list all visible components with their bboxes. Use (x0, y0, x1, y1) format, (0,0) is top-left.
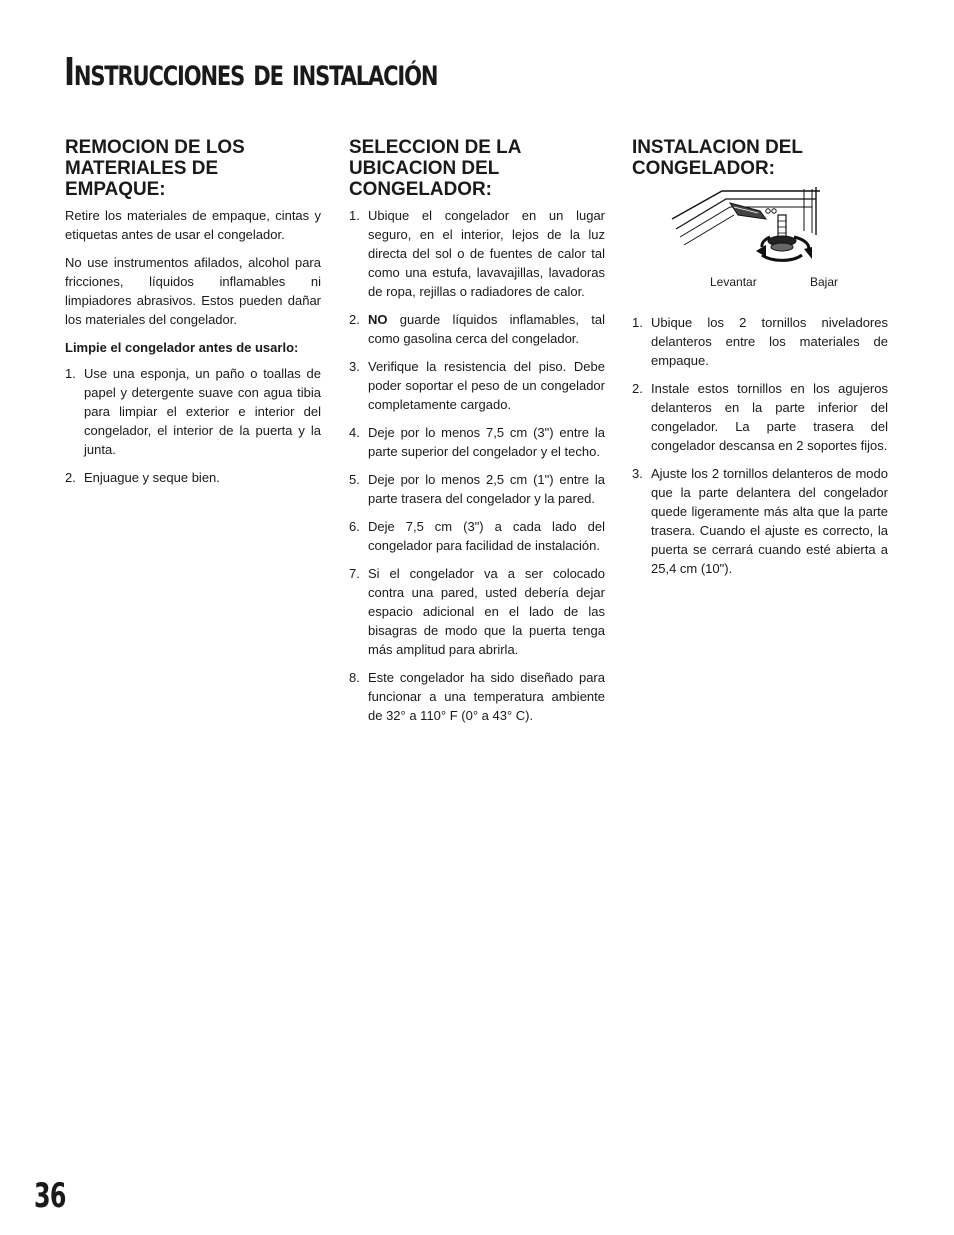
item-bold-prefix: NO (368, 312, 388, 327)
item-number: 3. (349, 359, 360, 374)
list-item (65, 364, 321, 459)
lower-label: Bajar (810, 275, 839, 289)
packaging-removal-heading: REMOCION DE LOS MATERIALES DE EMPAQUE: (65, 136, 245, 200)
list-item (349, 357, 605, 414)
list-item (65, 468, 321, 487)
list-item (349, 564, 605, 659)
cleaning-subheading: Limpie el congelador antes de usarlo: (65, 340, 299, 355)
list-item (349, 470, 605, 508)
list-item (349, 310, 605, 348)
item-number: 1. (65, 366, 76, 381)
item-number: 3. (632, 466, 643, 481)
item-text: Este congelador ha sido diseñado para funcionar a una temperatura ambiente de 32° a 110° F (0° a 43° C). (368, 670, 605, 723)
item-text: Enjuague y seque bien. (84, 470, 220, 485)
raise-label: Levantar (710, 275, 757, 289)
cleaning-steps-list (65, 364, 321, 487)
item-text: Deje 7,5 cm (3") a cada lado del congelador para facilidad de instalación. (368, 519, 605, 553)
freezer-installation-section (632, 137, 888, 587)
item-number: 2. (349, 312, 360, 327)
item-number: 2. (65, 470, 76, 485)
freezer-installation-heading: INSTALACION DEL CONGELADOR: (632, 136, 803, 179)
location-steps-list (349, 206, 605, 725)
item-text: Deje por lo menos 7,5 cm (3") entre la parte superior del congelador y el techo. (368, 425, 605, 459)
item-text: Ajuste los 2 tornillos delanteros de modo que la parte delantera del congelador quede ligeramente más alta que la parte trasera. Cuando el ajuste es correcto, la puerta se cerrará cuando esté abierta a 25,4 cm (10"). (651, 466, 888, 576)
item-text: guarde líquidos inflamables, tal como gasolina cerca del congelador. (368, 312, 605, 346)
installation-steps-list (632, 313, 888, 578)
item-number: 1. (349, 208, 360, 223)
leveling-screw-figure (632, 185, 888, 297)
page-number: 36 (34, 1176, 66, 1216)
item-number: 2. (632, 381, 643, 396)
packaging-removal-section (65, 137, 321, 496)
item-number: 7. (349, 566, 360, 581)
page-title: Instrucciones de instalación (64, 50, 438, 94)
location-selection-section (349, 137, 605, 734)
item-number: 5. (349, 472, 360, 487)
item-text: Use una esponja, un paño o toallas de papel y detergente suave con agua tibia para limpiar el exterior e interior del congelador, el interior de la puerta y la junta. (84, 366, 321, 457)
item-text: Instale estos tornillos en los agujeros delanteros en la parte inferior del congelador. La parte trasera del congelador descansa en 2 soportes fijos. (651, 381, 888, 453)
list-item (632, 379, 888, 455)
item-number: 1. (632, 315, 643, 330)
list-item (632, 313, 888, 370)
list-item (632, 464, 888, 578)
item-text: Ubique los 2 tornillos niveladores delanteros entre los materiales de empaque. (651, 315, 888, 368)
list-item (349, 206, 605, 301)
item-number: 4. (349, 425, 360, 440)
paragraph: Retire los materiales de empaque, cintas y etiquetas antes de usar el congelador. (65, 208, 321, 242)
item-number: 6. (349, 519, 360, 534)
list-item (349, 517, 605, 555)
paragraph: No use instrumentos afilados, alcohol para fricciones, líquidos inflamables ni limpiadores abrasivos. Estos pueden dañar los materiales del congelador. (65, 255, 321, 327)
item-text: Ubique el congelador en un lugar seguro, en el interior, lejos de la luz directa del sol o de fuentes de calor tal como una estufa, lavavajillas, lavadoras de ropa, rejillas o radiadores de calor. (368, 208, 605, 299)
item-text: Deje por lo menos 2,5 cm (1") entre la parte trasera del congelador y la pared. (368, 472, 605, 506)
leveling-screw-illustration (670, 185, 830, 275)
location-selection-heading: SELECCION DE LA UBICACION DEL CONGELADOR: (349, 136, 521, 200)
item-text: Si el congelador va a ser colocado contra una pared, usted debería dejar espacio adicional en el lado de las bisagras de modo que la puerta tenga más amplitud para abrirla. (368, 566, 605, 657)
item-number: 8. (349, 670, 360, 685)
item-text: Verifique la resistencia del piso. Debe poder soportar el peso de un congelador completamente cargado. (368, 359, 605, 412)
list-item (349, 668, 605, 725)
list-item (349, 423, 605, 461)
